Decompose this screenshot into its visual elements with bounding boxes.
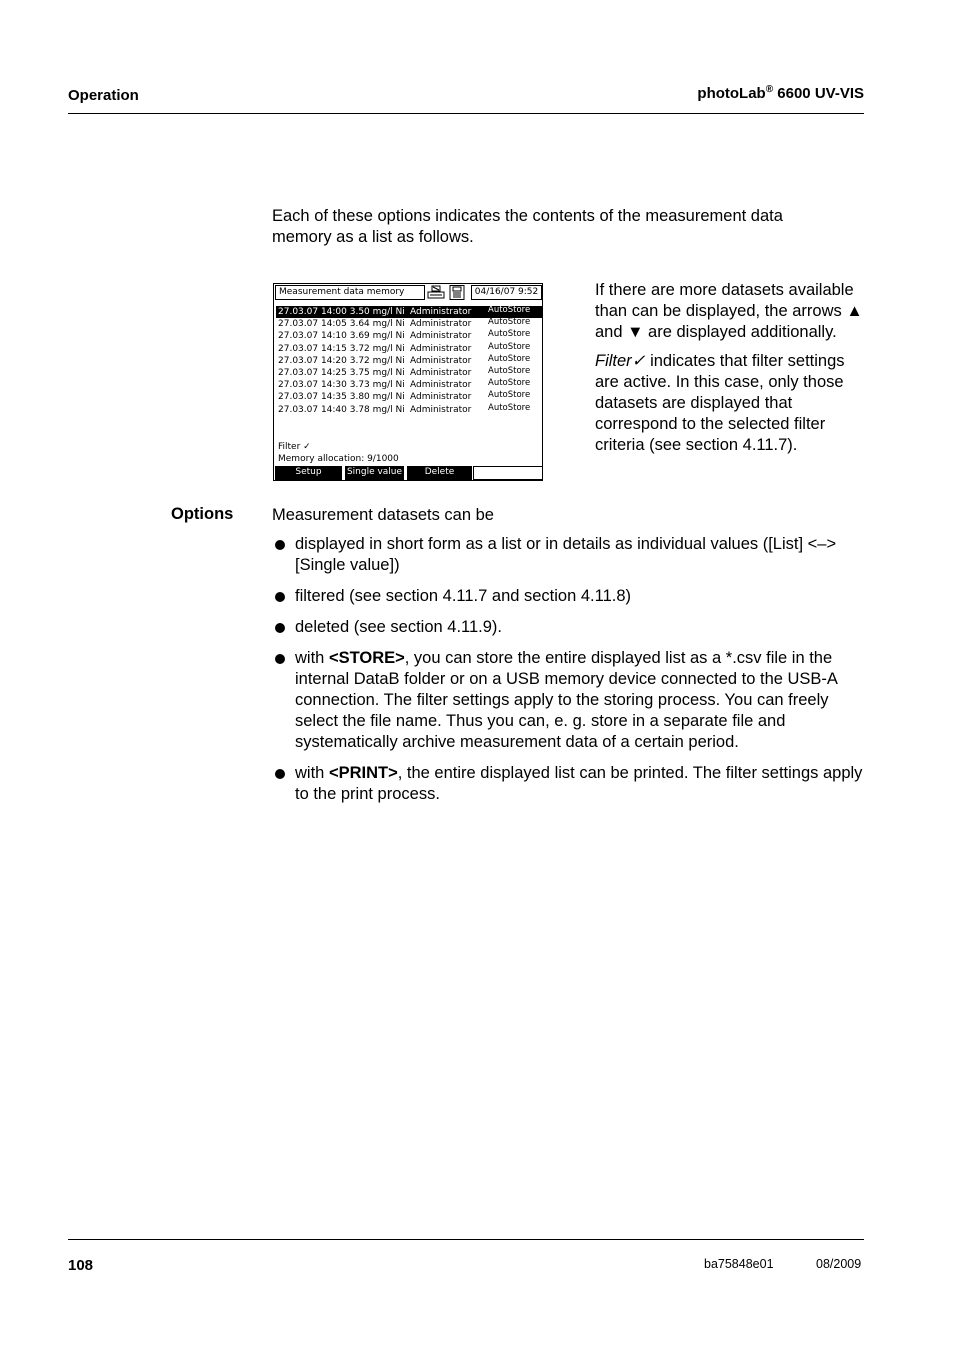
- user-name: Administrator: [410, 355, 472, 366]
- header-rule: [68, 113, 864, 114]
- side-note-filter: [595, 351, 863, 456]
- store-mode: AutoStore: [488, 305, 531, 315]
- bullet-text: with: [295, 764, 329, 782]
- options-list: [272, 534, 867, 815]
- storage-icon: [448, 285, 466, 300]
- arrow-down-icon: ▼: [627, 323, 644, 341]
- section-title: Operation: [68, 87, 139, 104]
- product-suffix: 6600 UV-VIS: [773, 85, 864, 102]
- side-note-arrows: [595, 280, 863, 343]
- options-label: Options: [171, 505, 234, 523]
- softkey-delete[interactable]: Delete: [407, 466, 472, 480]
- store-mode: AutoStore: [488, 329, 531, 340]
- store-mode: AutoStore: [488, 402, 531, 413]
- bullet-text: , the entire displayed list can be printed. The filter settings apply to the print process.: [295, 764, 863, 803]
- user-name: Administrator: [410, 404, 472, 415]
- memory-allocation: Memory allocation: 9/1000: [278, 454, 399, 464]
- measurement-value: 27.03.07 14:30 3.73 mg/l Ni: [278, 380, 405, 391]
- bullet-text: deleted (see section 4.11.9).: [295, 618, 502, 636]
- user-name: Administrator: [410, 343, 472, 354]
- side-note: [595, 280, 863, 456]
- user-name: Administrator: [410, 380, 472, 391]
- store-mode: AutoStore: [488, 341, 531, 352]
- list-item: [272, 763, 867, 805]
- softkey-bar: [275, 466, 543, 480]
- bullet-icon: [275, 654, 285, 664]
- device-screen: [273, 283, 543, 481]
- list-item: [272, 586, 867, 607]
- key-name: <STORE>: [328, 649, 405, 667]
- measurement-value: 27.03.07 14:35 3.80 mg/l Ni: [278, 392, 405, 403]
- measurement-value: 27.03.07 14:15 3.72 mg/l Ni: [278, 343, 405, 354]
- list-item: [272, 534, 867, 576]
- bullet-text: , you can store the entire displayed list as a *.csv file in the internal DataB folder or on a USB memory device connected to the USB-A connection. The filter settings apply to the storing process. You can freely select the file name. Thus you can, e. g. store in a separate file and systematically archive measurement data of a certain period.: [295, 649, 838, 751]
- document-id: ba75848e01: [704, 1257, 774, 1271]
- list-item: [272, 648, 867, 753]
- options-lead: Measurement datasets can be: [272, 506, 494, 524]
- measurement-value: 27.03.07 14:20 3.72 mg/l Ni: [278, 355, 405, 366]
- list-item: [272, 617, 867, 638]
- key-name: <PRINT>: [328, 764, 398, 782]
- footer-rule: [68, 1239, 864, 1240]
- bullet-icon: [275, 592, 285, 602]
- registered-mark: ®: [765, 84, 774, 95]
- measurement-value: 27.03.07 14:00 3.50 mg/l Ni: [278, 307, 405, 317]
- arrow-up-icon: ▲: [846, 302, 863, 320]
- bullet-text: with: [295, 649, 329, 667]
- filter-indicator: Filter ✓: [278, 442, 311, 452]
- bullet-text: displayed in short form as a list or in details as individual values ([List] <–> [Single value]): [295, 535, 837, 574]
- user-name: Administrator: [410, 368, 472, 378]
- softkey-setup[interactable]: Setup: [275, 466, 342, 480]
- user-name: Administrator: [410, 331, 472, 342]
- product-prefix: photoLab: [697, 85, 766, 102]
- bullet-icon: [275, 540, 285, 550]
- product-name: [697, 84, 864, 102]
- user-name: Administrator: [410, 307, 472, 317]
- screen-datetime: 04/16/07 9:52: [471, 285, 542, 300]
- filter-term: Filter✓: [595, 352, 646, 370]
- user-name: Administrator: [410, 392, 472, 403]
- page-number: 108: [68, 1257, 94, 1274]
- user-name: Administrator: [410, 319, 472, 330]
- side-note-text: indicates that filter settings are active. In this case, only those datasets are displayed that correspond to the selected filter criteria (see section 4.11.7).: [595, 352, 845, 454]
- store-mode: AutoStore: [488, 317, 531, 328]
- softkey-single-value[interactable]: Single value: [345, 466, 404, 480]
- store-mode: AutoStore: [488, 378, 531, 389]
- side-note-text: are displayed additionally.: [643, 323, 837, 341]
- softkey-empty[interactable]: [473, 466, 543, 480]
- bullet-icon: [275, 623, 285, 633]
- store-mode: AutoStore: [488, 366, 531, 376]
- side-note-text: If there are more datasets available than can be displayed, the arrows: [595, 281, 854, 320]
- bullet-icon: [275, 769, 285, 779]
- measurement-value: 27.03.07 14:40 3.78 mg/l Ni: [278, 404, 405, 415]
- store-mode: AutoStore: [488, 353, 531, 364]
- list-item[interactable]: [276, 404, 542, 416]
- measurement-value: 27.03.07 14:25 3.75 mg/l Ni: [278, 368, 405, 378]
- document-date: 08/2009: [816, 1257, 862, 1271]
- intro-paragraph: Each of these options indicates the contents of the measurement data memory as a list as follows.: [272, 207, 783, 246]
- store-mode: AutoStore: [488, 390, 531, 401]
- measurement-value: 27.03.07 14:10 3.69 mg/l Ni: [278, 331, 405, 342]
- screen-title: Measurement data memory: [275, 285, 425, 300]
- printer-icon: [427, 285, 445, 300]
- bullet-text: filtered (see section 4.11.7 and section 4.11.8): [295, 587, 632, 605]
- side-note-text: and: [595, 323, 628, 341]
- measurement-value: 27.03.07 14:05 3.64 mg/l Ni: [278, 319, 405, 330]
